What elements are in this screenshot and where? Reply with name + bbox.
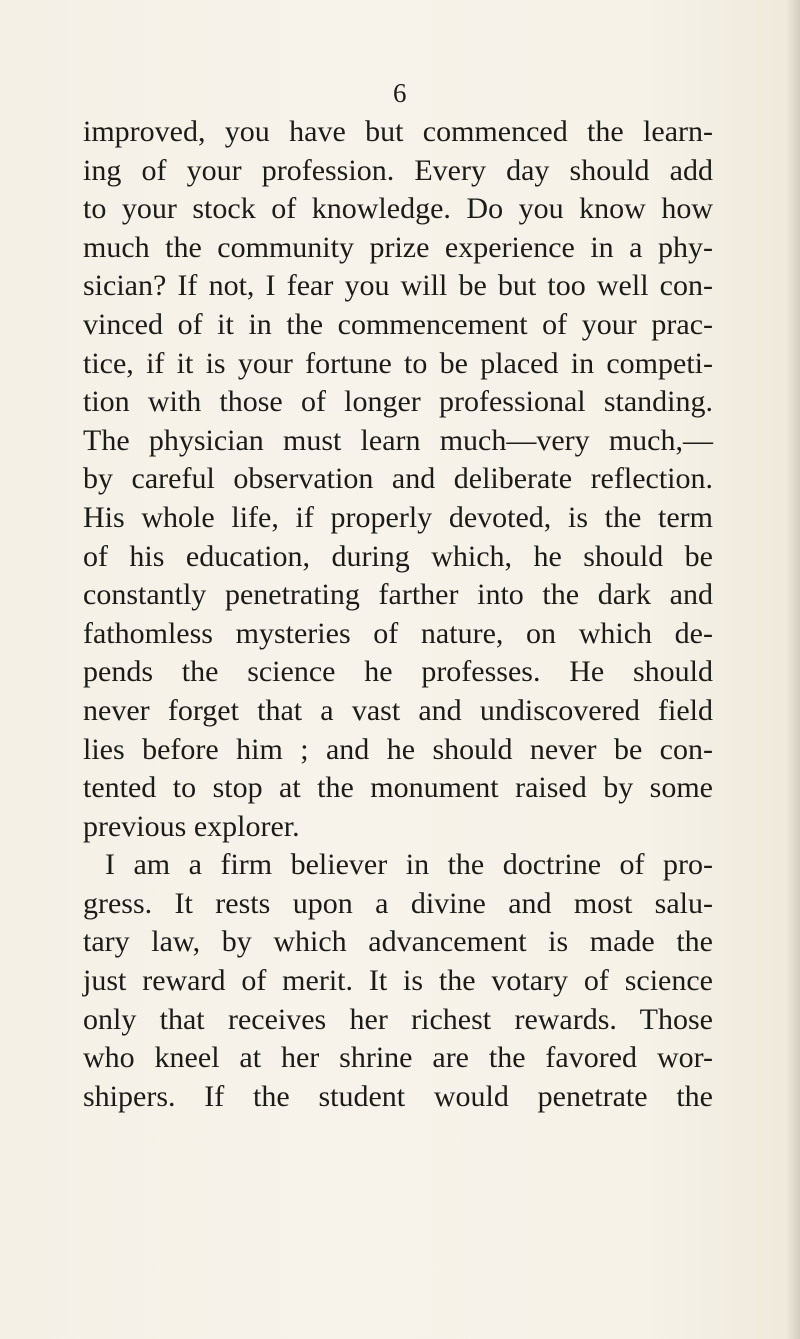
- text-line: The physician must learn much—very much,—: [83, 423, 713, 457]
- text-line: never forget that a vast and undiscovered field: [83, 693, 713, 727]
- text-line: tice, if it is your fortune to be placed in competi-: [83, 346, 713, 380]
- text-line: of his education, during which, he should be: [83, 539, 713, 573]
- text-line: gress. It rests upon a divine and most salu-: [83, 886, 713, 920]
- text-line: shipers. If the student would penetrate the: [83, 1079, 713, 1113]
- text-line: to your stock of knowledge. Do you know how: [83, 192, 713, 226]
- text-line: much the community prize experience in a phy-: [83, 230, 713, 264]
- text-line-paragraph-start: I am a firm believer in the doctrine of pro-: [105, 848, 713, 882]
- text-line: vinced of it in the commencement of your prac-: [83, 307, 713, 341]
- text-line: constantly penetrating farther into the dark and: [83, 578, 713, 612]
- text-line: improved, you have but commenced the learn-: [83, 115, 713, 148]
- text-line: who kneel at her shrine are the favored wor-: [83, 1041, 713, 1075]
- page-edge-shadow: [786, 0, 800, 1339]
- text-line: lies before him ; and he should never be con-: [83, 732, 713, 766]
- text-line: fathomless mysteries of nature, on which de-: [83, 616, 713, 650]
- text-line: only that receives her richest rewards. Those: [83, 1002, 713, 1036]
- text-line: just reward of merit. It is the votary of science: [83, 964, 713, 998]
- text-line: by careful observation and deliberate reflection.: [83, 462, 713, 496]
- text-line: pends the science he professes. He should: [83, 655, 713, 689]
- text-line: ing of your profession. Every day should add: [83, 153, 713, 187]
- text-line: tion with those of longer professional standing.: [83, 385, 713, 419]
- text-line: tented to stop at the monument raised by some: [83, 771, 713, 805]
- text-line: sician? If not, I fear you will be but too well con-: [83, 269, 713, 303]
- body-text: [83, 113, 713, 1116]
- text-line: His whole life, if properly devoted, is the term: [83, 500, 713, 534]
- text-line: tary law, by which advancement is made the: [83, 925, 713, 959]
- text-line-paragraph-end: previous explorer.: [83, 809, 300, 843]
- page-number: 6: [393, 78, 407, 108]
